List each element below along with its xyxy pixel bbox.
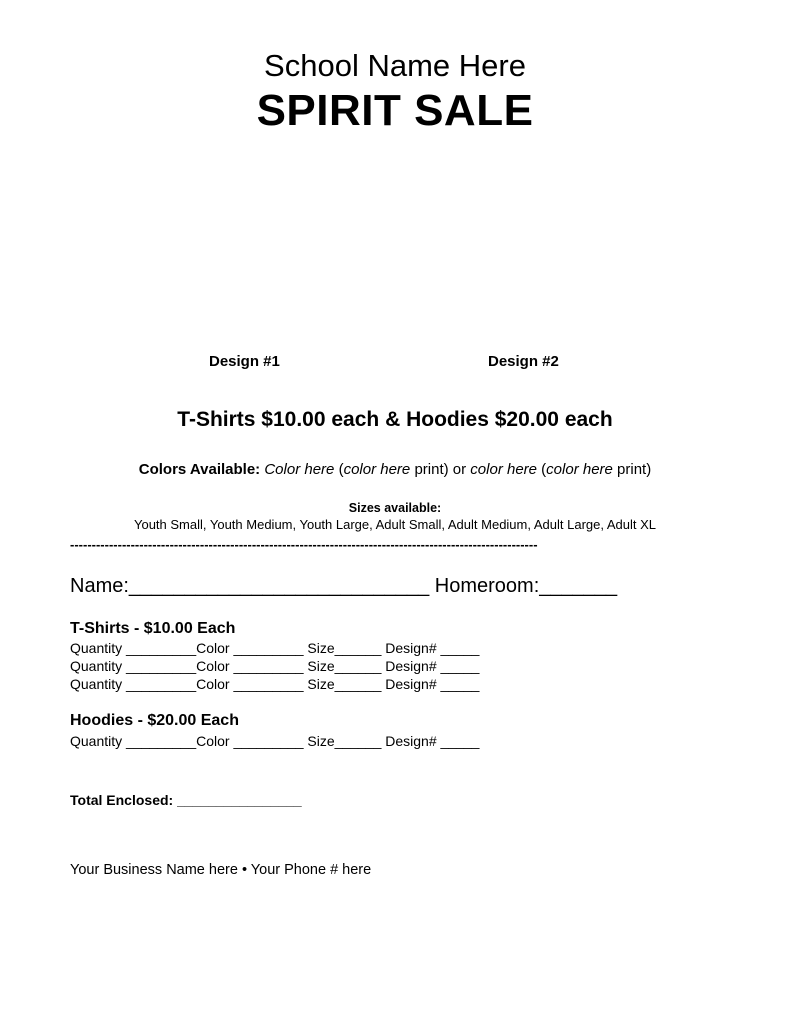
paren-open-1: ( — [338, 461, 344, 478]
tshirt-order-row-2: Quantity _________Color _________ Size______ Design# _____ — [70, 658, 480, 674]
colors-available — [0, 461, 790, 478]
print-text-1: print) or — [414, 461, 467, 478]
tshirt-order-row-1: Quantity _________Color _________ Size______ Design# _____ — [70, 640, 480, 656]
hoodie-order-row-1: Quantity _________Color _________ Size______ Design# _____ — [70, 733, 480, 749]
sizes-list: Youth Small, Youth Medium, Youth Large, Adult Small, Adult Medium, Adult Large, Adult XL — [133, 517, 657, 532]
tshirt-order-row-3: Quantity _________Color _________ Size______ Design# _____ — [70, 676, 480, 692]
name-homeroom-field: Name:___________________________ Homeroom:_______ — [70, 575, 618, 597]
total-enclosed: Total Enclosed: ________________ — [70, 792, 302, 808]
design-2-label: Design #2 — [488, 353, 559, 370]
business-footer: Your Business Name here • Your Phone # here — [70, 862, 372, 878]
color-option-1: Color here — [264, 461, 335, 478]
color-option-2: color here — [343, 461, 411, 478]
prices-line: T-Shirts $10.00 each & Hoodies $20.00 each — [177, 408, 613, 431]
tshirts-heading: T-Shirts - $10.00 Each — [70, 620, 236, 637]
color-option-4: color here — [546, 461, 613, 478]
design-1-label: Design #1 — [209, 353, 280, 370]
colors-label: Colors Available: — [138, 461, 261, 478]
school-name: School Name Here — [264, 48, 526, 83]
hoodies-heading: Hoodies - $20.00 Each — [70, 712, 239, 729]
cut-line-divider: ------------------------------------------------------------------------------------------------------------ — [70, 537, 538, 552]
print-text-2: print) — [617, 461, 652, 478]
page-title: SPIRIT SALE — [256, 86, 534, 135]
color-option-3: color here — [470, 461, 537, 478]
paren-open-2: ( — [541, 461, 547, 478]
sizes-heading: Sizes available: — [348, 501, 442, 515]
